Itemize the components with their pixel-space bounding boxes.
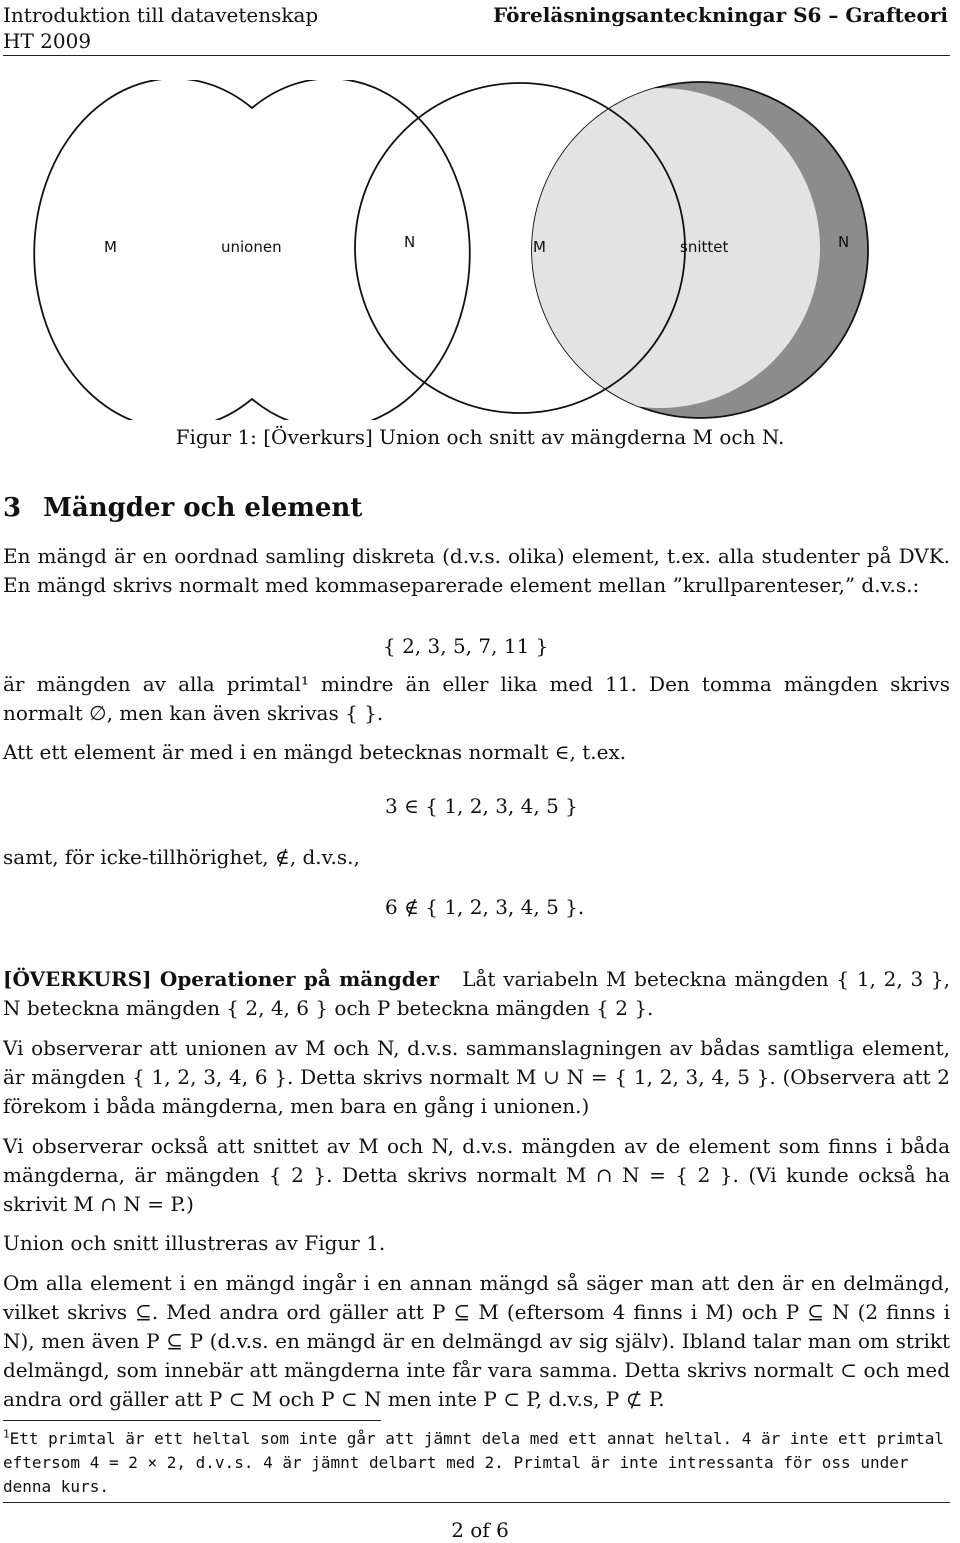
page-number: 2 of 6 <box>451 1518 509 1542</box>
paragraph-primes: är mängden av alla primtal¹ mindre än eller lika med 11. Den tomma mängden skrivs normalt ∅, men kan även skrivas { }. <box>3 672 950 725</box>
section-heading <box>3 493 362 523</box>
operations-text: Låt variabeln M beteckna mängden { 1, 2, 3 }, N beteckna mängden { 2, 4, 6 } och P beteckna mängden { 2 }. <box>3 967 950 1020</box>
footnote-mark: 1 <box>3 1427 10 1441</box>
union-label: unionen <box>221 238 282 256</box>
footnote-divider <box>3 1420 381 1421</box>
paragraph-set-definition: En mängd är en oordnad samling diskreta (d.v.s. olika) element, t.ex. alla studenter på DVK. En mängd skrivs normalt med kommaseparerade element mellan ”krullparenteser,” d.v.s.: <box>3 544 950 597</box>
intersection-label-n: N <box>838 233 850 251</box>
intersection-label-m: M <box>533 238 546 256</box>
venn-figure <box>0 80 960 420</box>
footnote-text: Ett primtal är ett heltal som inte går att jämnt dela med ett annat heltal. 4 är inte ett primtal eftersom 4 = 2 × 2, d.v.s. 4 är jämnt delbart med 2. Primtal är inte intressanta för oss under denna kurs. <box>3 1429 945 1496</box>
union-label-n: N <box>404 233 416 251</box>
term-label: HT 2009 <box>3 29 92 53</box>
paragraph-intersection: Vi observerar också att snittet av M och N, d.v.s. mängden av de element som finns i båda mängderna, är mängden { 2 }. Detta skrivs normalt M ∩ N = { 2 }. (Vi kunde också ha skrivit M ∩ N = P.) <box>3 1134 950 1216</box>
intersection-label: snittet <box>680 238 729 256</box>
nonmember-intro: samt, för icke-tillhörighet, ∉, d.v.s., <box>3 845 360 869</box>
course-title: Introduktion till datavetenskap <box>3 3 319 27</box>
header-left <box>3 2 318 54</box>
header-divider <box>3 55 950 56</box>
lecture-title: Föreläsningsanteckningar S6 – Grafteori <box>493 3 948 27</box>
footnote <box>3 1427 950 1499</box>
member-example: 3 ∈ { 1, 2, 3, 4, 5 } <box>385 794 578 818</box>
paragraph-operations <box>3 965 950 1023</box>
primes-set: { 2, 3, 5, 7, 11 } <box>383 634 549 658</box>
paragraph-subset: Om alla element i en mängd ingår i en annan mängd så säger man att den är en delmängd, vilket skrivs ⊆. Med andra ord gäller att P ⊆ M (eftersom 4 finns i M) och P ⊆ N (2 finns i N), men även P ⊆ P (d.v.s. en mängd är en delmängd av sig själv). Ibland talar man om strikt delmängd, som innebär att mängderna inte får vara samma. Detta skrivs normalt ⊂ och med andra ord gäller att P ⊂ M och P ⊂ N men inte P ⊂ P, d.v.s, P ⊄ P. <box>3 1271 950 1411</box>
section-number: 3 <box>3 493 22 523</box>
paragraph-union: Vi observerar att unionen av M och N, d.v.s. sammanslagningen av bådas samtliga element, är mängden { 1, 2, 3, 4, 6 }. Detta skrivs normalt M ∪ N = { 1, 2, 3, 4, 5 }. (Observera att 2 förekom i båda mängderna, men bara en gång i unionen.) <box>3 1036 950 1118</box>
footer-divider <box>3 1502 950 1503</box>
union-label-m: M <box>104 238 117 256</box>
paragraph-figure-ref: Union och snitt illustreras av Figur 1. <box>3 1231 386 1255</box>
nonmember-example: 6 ∉ { 1, 2, 3, 4, 5 }. <box>385 895 585 919</box>
section-title: Mängder och element <box>43 493 363 523</box>
paragraph-membership: Att ett element är med i en mängd betecknas normalt ∈, t.ex. <box>3 740 627 764</box>
operations-heading: [ÖVERKURS] Operationer på mängder <box>3 967 440 991</box>
figure-caption: Figur 1: [Överkurs] Union och snitt av mängderna M och N. <box>175 425 785 449</box>
